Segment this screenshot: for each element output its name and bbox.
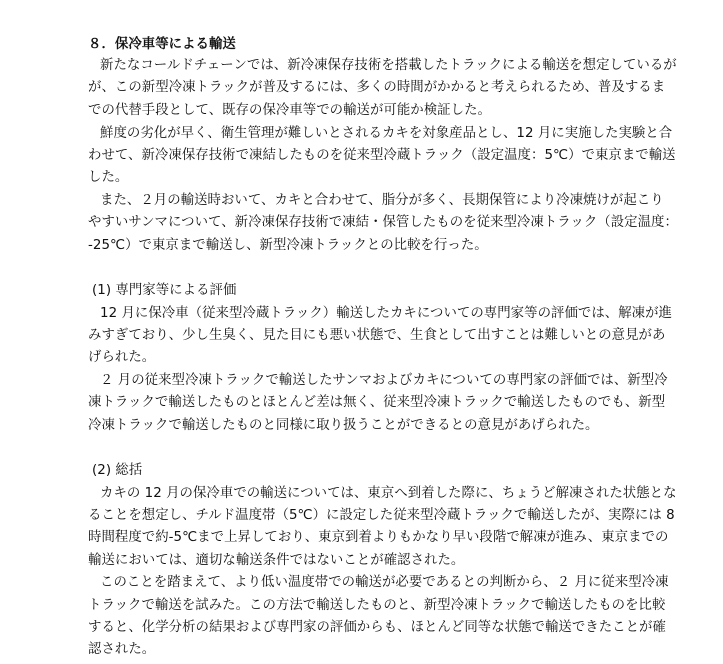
paragraph-line: 認された。	[88, 642, 156, 657]
paragraph-line: このことを踏まえて、より低い温度帯での輸送が必要であるとの判断から、２ 月に従来型冷凍	[100, 575, 669, 590]
paragraph-line: 鮮度の劣化が早く、衛生管理が難しいとされるカキを対象産品とし、12 月に実施した実験と合	[100, 126, 673, 141]
paragraph-line: やすいサンマについて、新冷凍保存技術で凍結・保管したものを従来型冷凍トラック（設定温度：	[88, 215, 678, 230]
paragraph-line: トラックで輸送を試みた。この方法で輸送したものと、新型冷凍トラックで輸送したものを比較	[88, 598, 666, 613]
paragraph-line: また、２月の輸送時おいて、カキと合わせて、脂分が多く、長期保管により冷凍焼けが起こり	[100, 193, 664, 208]
intro-line: 新たなコールドチェーンでは、新冷凍保存技術を搭載したトラックによる輸送を想定しているが	[100, 58, 677, 73]
paragraph-line: わせて、新冷凍保存技術で凍結したものを従来型冷蔵トラック（設定温度：5℃）で東京まで輸送	[88, 148, 676, 163]
paragraph-line: 時間程度で約-5℃まで上昇しており、東京到着よりもかなり早い段階で解凍が進み、東京までの	[88, 530, 669, 545]
paragraph-line: -25℃）で東京まで輸送し、新型冷凍トラックとの比較を行った。	[88, 238, 488, 253]
intro-line: での代替手段として、既存の保冷車等での輸送が可能か検証した。	[88, 103, 491, 118]
paragraph-line: した。	[88, 170, 129, 185]
subsection-heading: (1) 専門家等による評価	[92, 283, 237, 298]
paragraph-line: 輸送においては、適切な輸送条件ではないことが確認された。	[88, 553, 465, 568]
subsection-heading: (2) 総括	[92, 463, 143, 478]
paragraph-line: げられた。	[88, 350, 156, 365]
section-title: ８．保冷車等による輸送	[88, 37, 236, 52]
paragraph-line: ることを想定し、チルド温度帯（5℃）に設定した従来型冷蔵トラックで輸送したが、実際には 8	[88, 508, 675, 523]
paragraph-line: 冷凍トラックで輸送したものと同様に取り扱うことができるとの意見があげられた。	[88, 418, 599, 433]
paragraph-line: カキの 12 月の保冷車での輸送については、東京へ到着した際に、ちょうど解凍された状態とな	[100, 486, 677, 501]
intro-line: が、この新型冷凍トラックが普及するには、多くの時間がかかると考えられるため、普及するま	[88, 80, 666, 95]
paragraph-line: みすぎており、少し生臭く、見た目にも悪い状態で、生食として出すことは難しいとの意見があ	[88, 328, 666, 343]
paragraph-line: すると、化学分析の結果および専門家の評価からも、ほとんど同等な状態で輸送できたことが確	[88, 620, 666, 635]
paragraph-line: 12 月に保冷車（従来型冷蔵トラック）輸送したカキについての専門家等の評価では、解凍が進	[100, 306, 672, 321]
paragraph-line: 凍トラックで輸送したものとほとんど差は無く、従来型冷凍トラックで輸送したものでも、新型	[88, 395, 666, 410]
paragraph-line: ２ 月の従来型冷凍トラックで輸送したサンマおよびカキについての専門家の評価では、新型冷	[100, 373, 668, 388]
